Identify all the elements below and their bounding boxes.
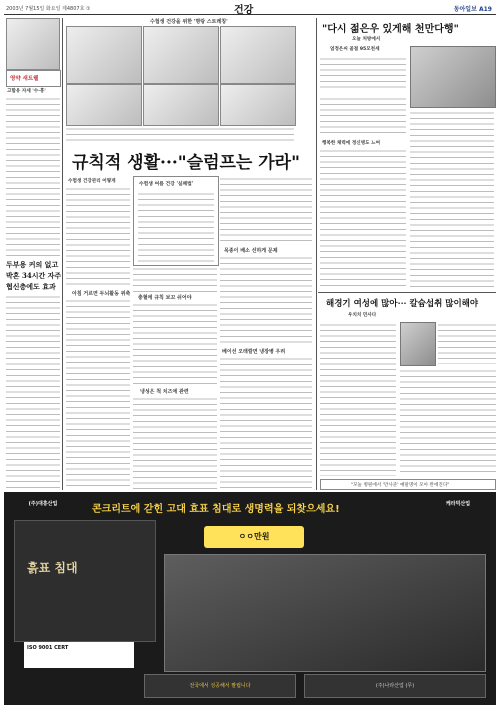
ad-footer-left-text: 전국에서 성공해서 팔립니다 <box>189 683 251 689</box>
price-banner <box>204 526 304 548</box>
photo-series-caption: 수험생 건강을 위한 '명랑 스트레칭' <box>150 19 228 25</box>
tips-box <box>133 176 219 266</box>
ad-right-brand-name: 케라믹산업 <box>445 501 471 507</box>
right-subhead: 오늘 처방에서 <box>352 37 381 42</box>
tips-box-title: 수험생 여름 건강 '실패법' <box>139 182 194 187</box>
section-title: 건강 <box>234 5 254 16</box>
supplement-photo <box>6 18 60 70</box>
bottom-caption-box <box>320 479 496 490</box>
price-banner-text: ㅇㅇ만원 <box>238 532 270 541</box>
newspaper-page-label: 동아일보 A19 <box>453 6 492 13</box>
product-name: 흙표 침대 <box>27 561 78 575</box>
ad-left-brand-name: (주)대흥산업 <box>28 501 58 507</box>
bed-product-image <box>164 554 486 672</box>
subhead-aircon: 베이선 오래깔면 냉장병 우려 <box>222 349 286 355</box>
patient-photo <box>410 46 496 108</box>
stretch-photo-4 <box>66 84 142 126</box>
column-1-headline-b: 박혼 34시간 자주 <box>6 271 62 280</box>
box-title-text: 영약 새트웰 <box>10 76 39 82</box>
ad-headline: 콘크리트에 갇힌 고대 효표 침대로 생명력을 되찾으세요! <box>92 504 340 515</box>
center-col-b-body <box>133 266 217 292</box>
section-rule <box>318 292 496 293</box>
right-body-a <box>320 96 406 136</box>
photo-captions <box>66 126 294 142</box>
date-line: 2003년 7월15일 화요일 제4807호 ① <box>6 6 91 12</box>
center-col-c-body <box>220 176 312 244</box>
tips-list <box>138 191 214 263</box>
iso-badge <box>24 642 134 668</box>
box-subtitle: 고함유 자세 '수·흥' <box>7 89 46 94</box>
subhead-health-care: 수험생 건강관리 어떻게 <box>68 179 116 184</box>
right-byline: 엄정은씨 골절 95모천세 <box>330 47 380 52</box>
column-1-headline-a: 두부용 커의 없고 <box>6 260 59 269</box>
subhead-cheese: 냉성은 척 치즈에 관련 <box>140 389 189 395</box>
bottom-caption: "모놀 병원에서 '만사준' 얘말명이 모아 완에진다" <box>351 483 450 488</box>
stretch-photo-1 <box>66 26 142 84</box>
right-headline: "다시 젊은우 있게해 천만다행" <box>322 24 459 35</box>
bottom-article-body-a <box>320 322 396 476</box>
bottom-article-body-c <box>400 368 496 476</box>
subhead-neck: 목종이 배소 선하게 문제 <box>224 248 278 254</box>
ad-footer-right <box>304 674 486 698</box>
center-col-b-body-2 <box>133 302 217 384</box>
stretch-photo-5 <box>143 84 219 126</box>
right-body-c <box>410 110 494 288</box>
column-rule-2 <box>316 18 317 490</box>
subhead-breakfast: 아침 거르면 두뇌활동 위축 <box>72 291 131 297</box>
page-header <box>4 0 496 15</box>
stretch-photo-2 <box>143 26 219 84</box>
center-col-b-body-3 <box>133 396 217 490</box>
ad-footer-right-text: (주)나라산업 (무) <box>375 683 415 689</box>
column-rule <box>62 18 63 490</box>
stretch-photo-6 <box>220 84 296 126</box>
right-subhead-2: 행복한 체력에 정신병도 느여 <box>322 141 381 146</box>
right-body-b <box>320 148 406 288</box>
main-headline: 규칙적 생활···"슬럼프는 가라" <box>72 153 300 173</box>
bottom-article-subhead: 우치치 민사다 <box>348 313 377 318</box>
bottom-article-body-b <box>438 322 496 364</box>
stretch-photo-3 <box>220 26 296 84</box>
ad-left-brand <box>8 500 78 507</box>
center-col-a-body-2 <box>66 298 130 490</box>
center-col-c-body-2 <box>220 255 312 345</box>
bottom-article-headline: 해경기 여성에 많아··· 칼슘섭취 많이해야 <box>326 299 479 309</box>
column-1-body-2 <box>6 294 60 490</box>
column-1-headline-c: 협신층에도 효과 <box>6 282 56 291</box>
subhead-rest: 충혈에 규칙 보꼬 쉬어야 <box>138 295 192 301</box>
product-image-left <box>14 520 156 642</box>
doctor-photo <box>400 322 436 366</box>
ad-footer-left <box>144 674 296 698</box>
column-box-title <box>6 70 61 87</box>
advertisement <box>4 492 496 705</box>
ad-right-brand <box>424 500 492 507</box>
column-1-body <box>6 96 60 256</box>
right-intro <box>320 56 406 92</box>
center-col-c-body-3 <box>220 356 312 490</box>
center-col-a-body <box>66 186 130 286</box>
iso-badge-text: ISO 9001 CERT <box>27 645 69 651</box>
